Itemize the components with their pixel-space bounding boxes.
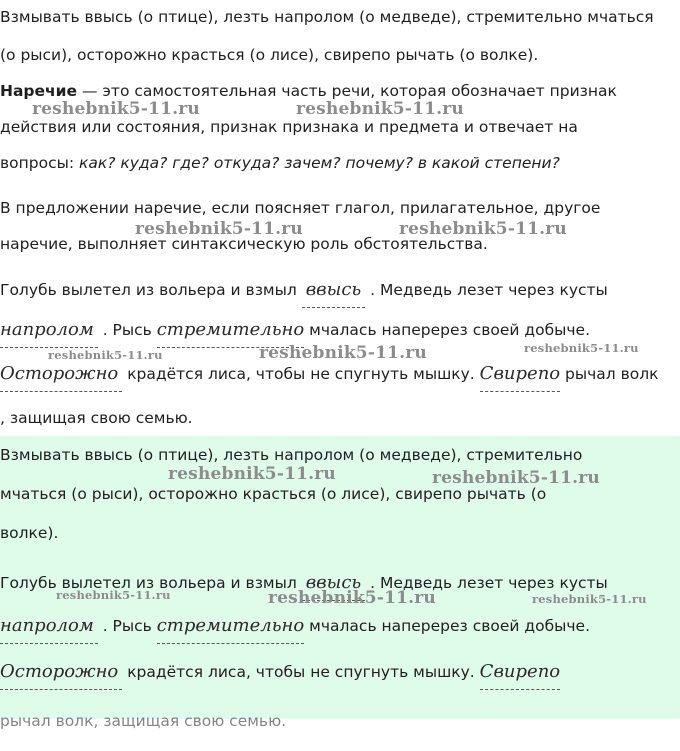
handwritten-answer: ввысь (302, 279, 366, 300)
exercise-text: . Рысь (97, 321, 157, 339)
watermark: reshebnik5-11.ru (259, 343, 427, 363)
exercise-text: . Медведь лезет через кусты (365, 574, 608, 592)
definition-line: действия или состояния, признак признака и предмета и отвечает на (0, 118, 578, 136)
handwritten-answer: напролом (0, 319, 98, 340)
role-line: В предложении наречие, если поясняет глагол, прилагательное, другое (0, 199, 601, 217)
watermark: reshebnik5-11.ru (268, 588, 436, 608)
paragraph-line: (о рыси), осторожно красться (о лисе), свирепо рычать (о волке). (0, 46, 539, 64)
answer-exercise-line (0, 615, 590, 636)
definition-line (0, 82, 617, 100)
exercise-text: Голубь вылетел из вольера и взмыл (0, 281, 302, 299)
watermark: reshebnik5-11.ru (532, 592, 647, 606)
handwritten-answer: напролом (0, 615, 98, 636)
exercise-line (0, 279, 608, 300)
definition-prefix: вопросы: (0, 154, 79, 172)
definition-questions: как? куда? где? откуда? зачем? почему? в какой степени? (78, 154, 560, 172)
watermark: reshebnik5-11.ru (32, 99, 200, 119)
exercise-line (0, 319, 590, 340)
handwritten-answer: Свирепо (479, 363, 561, 384)
answer-line: волке). (0, 524, 59, 542)
watermark: reshebnik5-11.ru (432, 468, 600, 488)
paragraph-line: Взмывать ввысь (о птице), лезть напролом (о медведе), стремительно мчаться (0, 8, 654, 26)
watermark: reshebnik5-11.ru (524, 341, 639, 355)
role-line: наречие, выполняет синтаксическую роль обстоятельства. (0, 235, 488, 253)
definition-text: — это самостоятельная часть речи, которая обозначает признак (77, 82, 617, 100)
clipped-answer-line: рычал волк, защищая свою семью. (0, 712, 287, 730)
handwritten-answer: Осторожно (0, 363, 122, 384)
watermark: reshebnik5-11.ru (56, 588, 171, 602)
answer-line: Взмывать ввысь (о птице), лезть напролом (о медведе), стремительно (0, 446, 583, 464)
exercise-line (0, 363, 659, 384)
definition-term: Наречие (0, 82, 78, 100)
exercise-text: . Медведь лезет через кусты (365, 281, 608, 299)
handwritten-answer: стремительно (156, 615, 305, 636)
exercise-text: крадётся лиса, чтобы не спугнуть мышку. (122, 663, 480, 681)
exercise-text: рычал волк (560, 365, 659, 383)
answer-exercise-line (0, 661, 560, 682)
definition-line (0, 154, 560, 172)
handwritten-answer: стремительно (156, 319, 305, 340)
handwritten-answer: Осторожно (0, 661, 122, 682)
watermark: reshebnik5-11.ru (135, 219, 303, 239)
answer-line: мчаться (о рыси), осторожно красться (о лисе), свирепо рычать (о (0, 485, 547, 503)
watermark: reshebnik5-11.ru (296, 99, 464, 119)
exercise-text: мчалась наперерез своей добыче. (304, 617, 591, 635)
watermark: reshebnik5-11.ru (48, 348, 163, 362)
exercise-text: . Рысь (97, 617, 157, 635)
handwritten-answer: ввысь (302, 572, 366, 593)
exercise-text: Голубь вылетел из вольера и взмыл (0, 574, 302, 592)
watermark: reshebnik5-11.ru (399, 219, 567, 239)
exercise-text: крадётся лиса, чтобы не спугнуть мышку. (122, 365, 480, 383)
exercise-text: мчалась наперерез своей добыче. (304, 321, 591, 339)
watermark: reshebnik5-11.ru (168, 464, 336, 484)
handwritten-answer: Свирепо (479, 661, 561, 682)
exercise-line: , защищая свою семью. (0, 409, 193, 427)
